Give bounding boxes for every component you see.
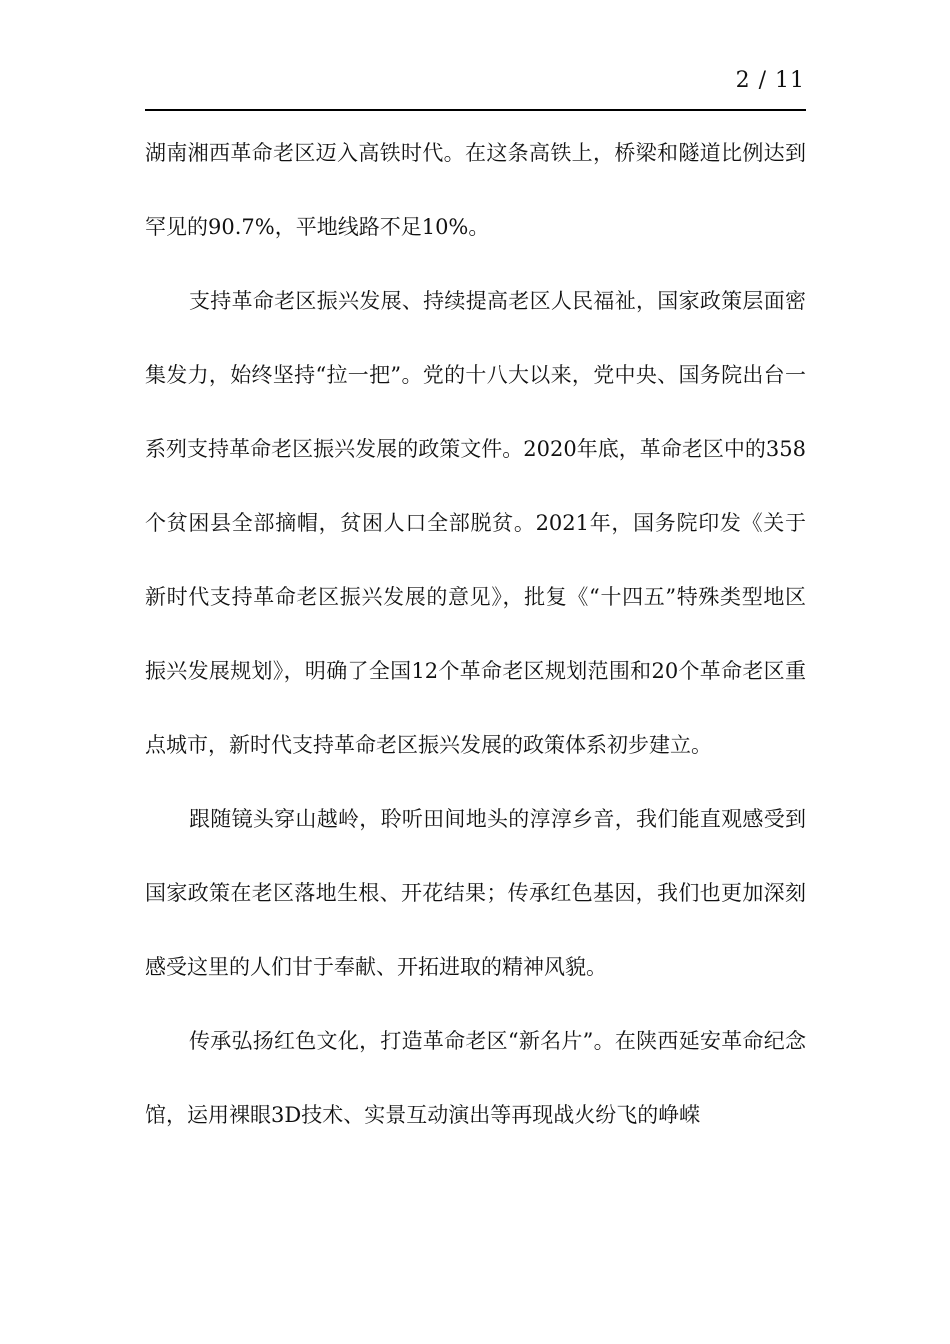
paragraph-2: 支持革命老区振兴发展、持续提高老区人民福祉，国家政策层面密集发力，始终坚持“拉一把”。党的十八大以来，党中央、国务院出台一系列支持革命老区振兴发展的政策文件。2020年底，革命老区中的358个贫困县全部摘帽，贫困人口全部脱贫。2021年，国务院印发《关于新时代支持革命老区振兴发展的意见》，批复《“十四五”特殊类型地区振兴发展规划》，明确了全国12个革命老区规划范围和20个革命老区重点城市，新时代支持革命老区振兴发展的政策体系初步建立。	[145, 289, 806, 757]
paragraph-3: 跟随镜头穿山越岭，聆听田间地头的淳淳乡音，我们能直观感受到国家政策在老区落地生根、开花结果；传承红色基因，我们也更加深刻感受这里的人们甘于奉献、开拓进取的精神风貌。	[145, 807, 806, 979]
paragraph-4: 传承弘扬红色文化，打造革命老区“新名片”。在陕西延安革命纪念馆，运用裸眼3D技术、实景互动演出等再现战火纷飞的峥嵘	[145, 1029, 806, 1127]
page-number: 2 / 11	[735, 68, 805, 93]
header-divider	[145, 109, 806, 111]
paragraph-1: 湖南湘西革命老区迈入高铁时代。在这条高铁上，桥梁和隧道比例达到罕见的90.7%，平地线路不足10%。	[145, 141, 806, 239]
document-body	[145, 116, 806, 1152]
